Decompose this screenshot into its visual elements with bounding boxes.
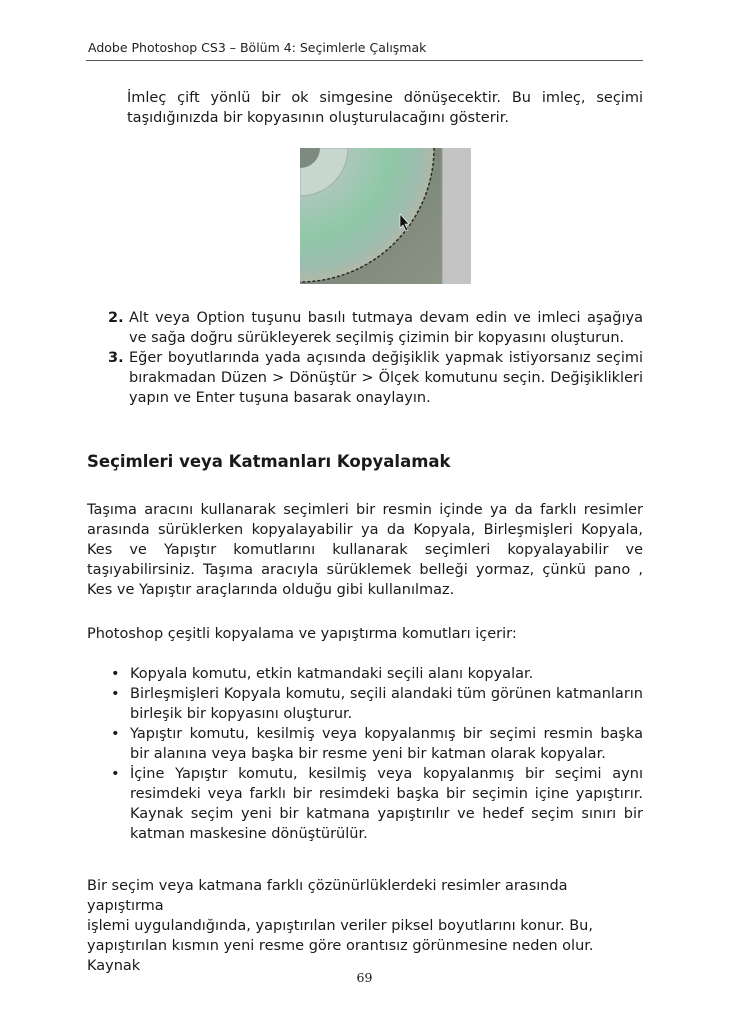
header-rule bbox=[86, 60, 643, 61]
section-heading: Seçimleri veya Katmanları Kopyalamak bbox=[87, 452, 451, 471]
list-item bbox=[109, 724, 643, 764]
bullet-icon: • bbox=[111, 666, 120, 682]
intro-paragraph: İmleç çift yönlü bir ok simgesine dönüşecektir. Bu imleç, seçimi taşıdığınızda bir kopyasının oluşturulacağını gösterir. bbox=[127, 90, 643, 126]
section-paragraph-1: Taşıma aracını kullanarak seçimleri bir resmin içinde ya da farklı resimler arasında sürüklerken kopyalayabilir ya da Kopyala, Birleşmişleri Kopyala, Kes ve Yapıştır komutlarını kullanarak seçimleri kopyalayabilir ve taşıyabilirsiniz. Taşıma aracıyla sürüklemek belleği yormaz, çünkü pano , Kes ve Yapıştır araçlarında olduğu gibi kullanılmaz. bbox=[87, 502, 643, 598]
list-item bbox=[109, 684, 643, 724]
bullet-icon: • bbox=[111, 726, 120, 742]
cd-selection-figure bbox=[300, 148, 471, 284]
list-item-text: Kopyala komutu, etkin katmandaki seçili alanı kopyalar. bbox=[130, 666, 534, 682]
gray-panel bbox=[442, 148, 471, 284]
bullet-icon: • bbox=[111, 686, 120, 702]
step-number: 3. bbox=[108, 350, 124, 366]
steps-list bbox=[108, 308, 643, 408]
paragraph-line: yapıştırılan kısmın yeni resme göre orantısız görünmesine neden olur. Kaynak bbox=[87, 938, 594, 974]
step-item bbox=[108, 308, 643, 348]
list-item-text: Yapıştır komutu, kesilmiş veya kopyalanmış bir seçimi resmin başka bir alanına veya başka bir resme yeni bir katman olarak kopyalar. bbox=[130, 726, 643, 762]
running-header: Adobe Photoshop CS3 – Bölüm 4: Seçimlerle Çalışmak bbox=[88, 40, 427, 55]
list-item bbox=[109, 764, 643, 844]
commands-bullet-list bbox=[109, 664, 643, 844]
page-number: 69 bbox=[356, 970, 373, 985]
list-item-text: Birleşmişleri Kopyala komutu, seçili alandaki tüm görünen katmanların birleşik bir kopyasını oluşturur. bbox=[130, 686, 643, 722]
step-text: Alt veya Option tuşunu basılı tutmaya devam edin ve imleci aşağıya ve sağa doğru sürükleyerek seçilmiş çizimin bir kopyasını oluşturun. bbox=[129, 310, 643, 346]
list-item bbox=[109, 664, 643, 684]
section-paragraph-2: Photoshop çeşitli kopyalama ve yapıştırma komutları içerir: bbox=[87, 626, 517, 642]
section-paragraph-3 bbox=[87, 876, 647, 976]
paragraph-line: Bir seçim veya katmana farklı çözünürlüklerdeki resimler arasında yapıştırma bbox=[87, 878, 568, 914]
paragraph-line: işlemi uygulandığında, yapıştırılan veriler piksel boyutlarını konur. Bu, bbox=[87, 918, 593, 934]
step-item bbox=[108, 348, 643, 408]
list-item-text: İçine Yapıştır komutu, kesilmiş veya kopyalanmış bir seçimi aynı resimdeki veya farklı bir resimdeki başka bir seçimin içine yapıştırır. Kaynak seçim yeni bir katmana yapıştırılır ve hedef seçim sınırı bir katman maskesine dönüştürülür. bbox=[130, 766, 643, 842]
bullet-icon: • bbox=[111, 766, 120, 782]
step-text: Eğer boyutlarında yada açısında değişiklik yapmak istiyorsanız seçimi bırakmadan Düzen > Dönüştür > Ölçek komutunu seçin. Değişiklikleri yapın ve Enter tuşuna basarak onaylayın. bbox=[129, 350, 643, 406]
step-number: 2. bbox=[108, 310, 124, 326]
